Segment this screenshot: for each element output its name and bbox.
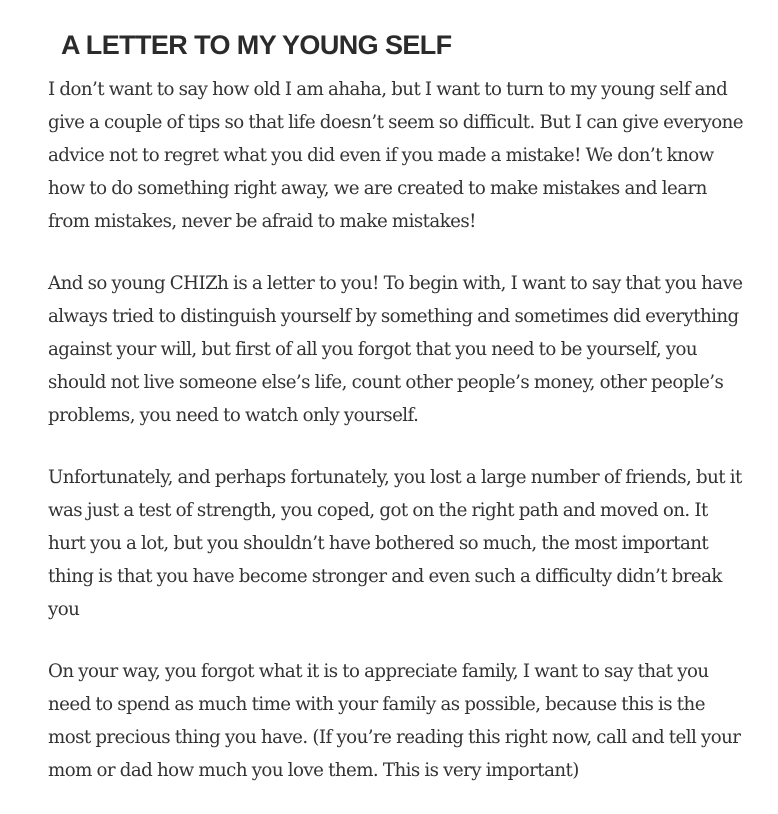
paragraph-1: I don’t want to say how old I am ahaha, but I want to turn to my young self and give a couple of tips so that life doesn’t seem so difficult. But I can give everyone advice not to regret what you did even if you made a mistake! We don’t know how to do something right away, we are created to make mistakes and learn from mistakes, never be afraid to make mistakes! bbox=[48, 79, 743, 232]
article bbox=[48, 0, 748, 787]
article-title: A LETTER TO MY YOUNG SELF bbox=[61, 30, 452, 60]
article-body bbox=[48, 73, 748, 787]
paragraph-2: And so young CHIZh is a letter to you! To begin with, I want to say that you have always tried to distinguish yourself by something and sometimes did everything against your will, but first of all you forgot that you need to be yourself, you should not live someone else’s life, count other people’s money, other people’s problems, you need to watch only yourself. bbox=[48, 273, 743, 426]
paragraph-3: Unfortunately, and perhaps fortunately, you lost a large number of friends, but it was just a test of strength, you coped, got on the right path and moved on. It hurt you a lot, but you shouldn’t have bothered so much, the most important thing is that you have become stronger and even such a difficulty didn’t break you bbox=[48, 467, 742, 620]
paragraph-4: On your way, you forgot what it is to appreciate family, I want to say that you need to spend as much time with your family as possible, because this is the most precious thing you have. (If you’re reading this right now, call and tell your mom or dad how much you love them. This is very important) bbox=[48, 661, 741, 781]
